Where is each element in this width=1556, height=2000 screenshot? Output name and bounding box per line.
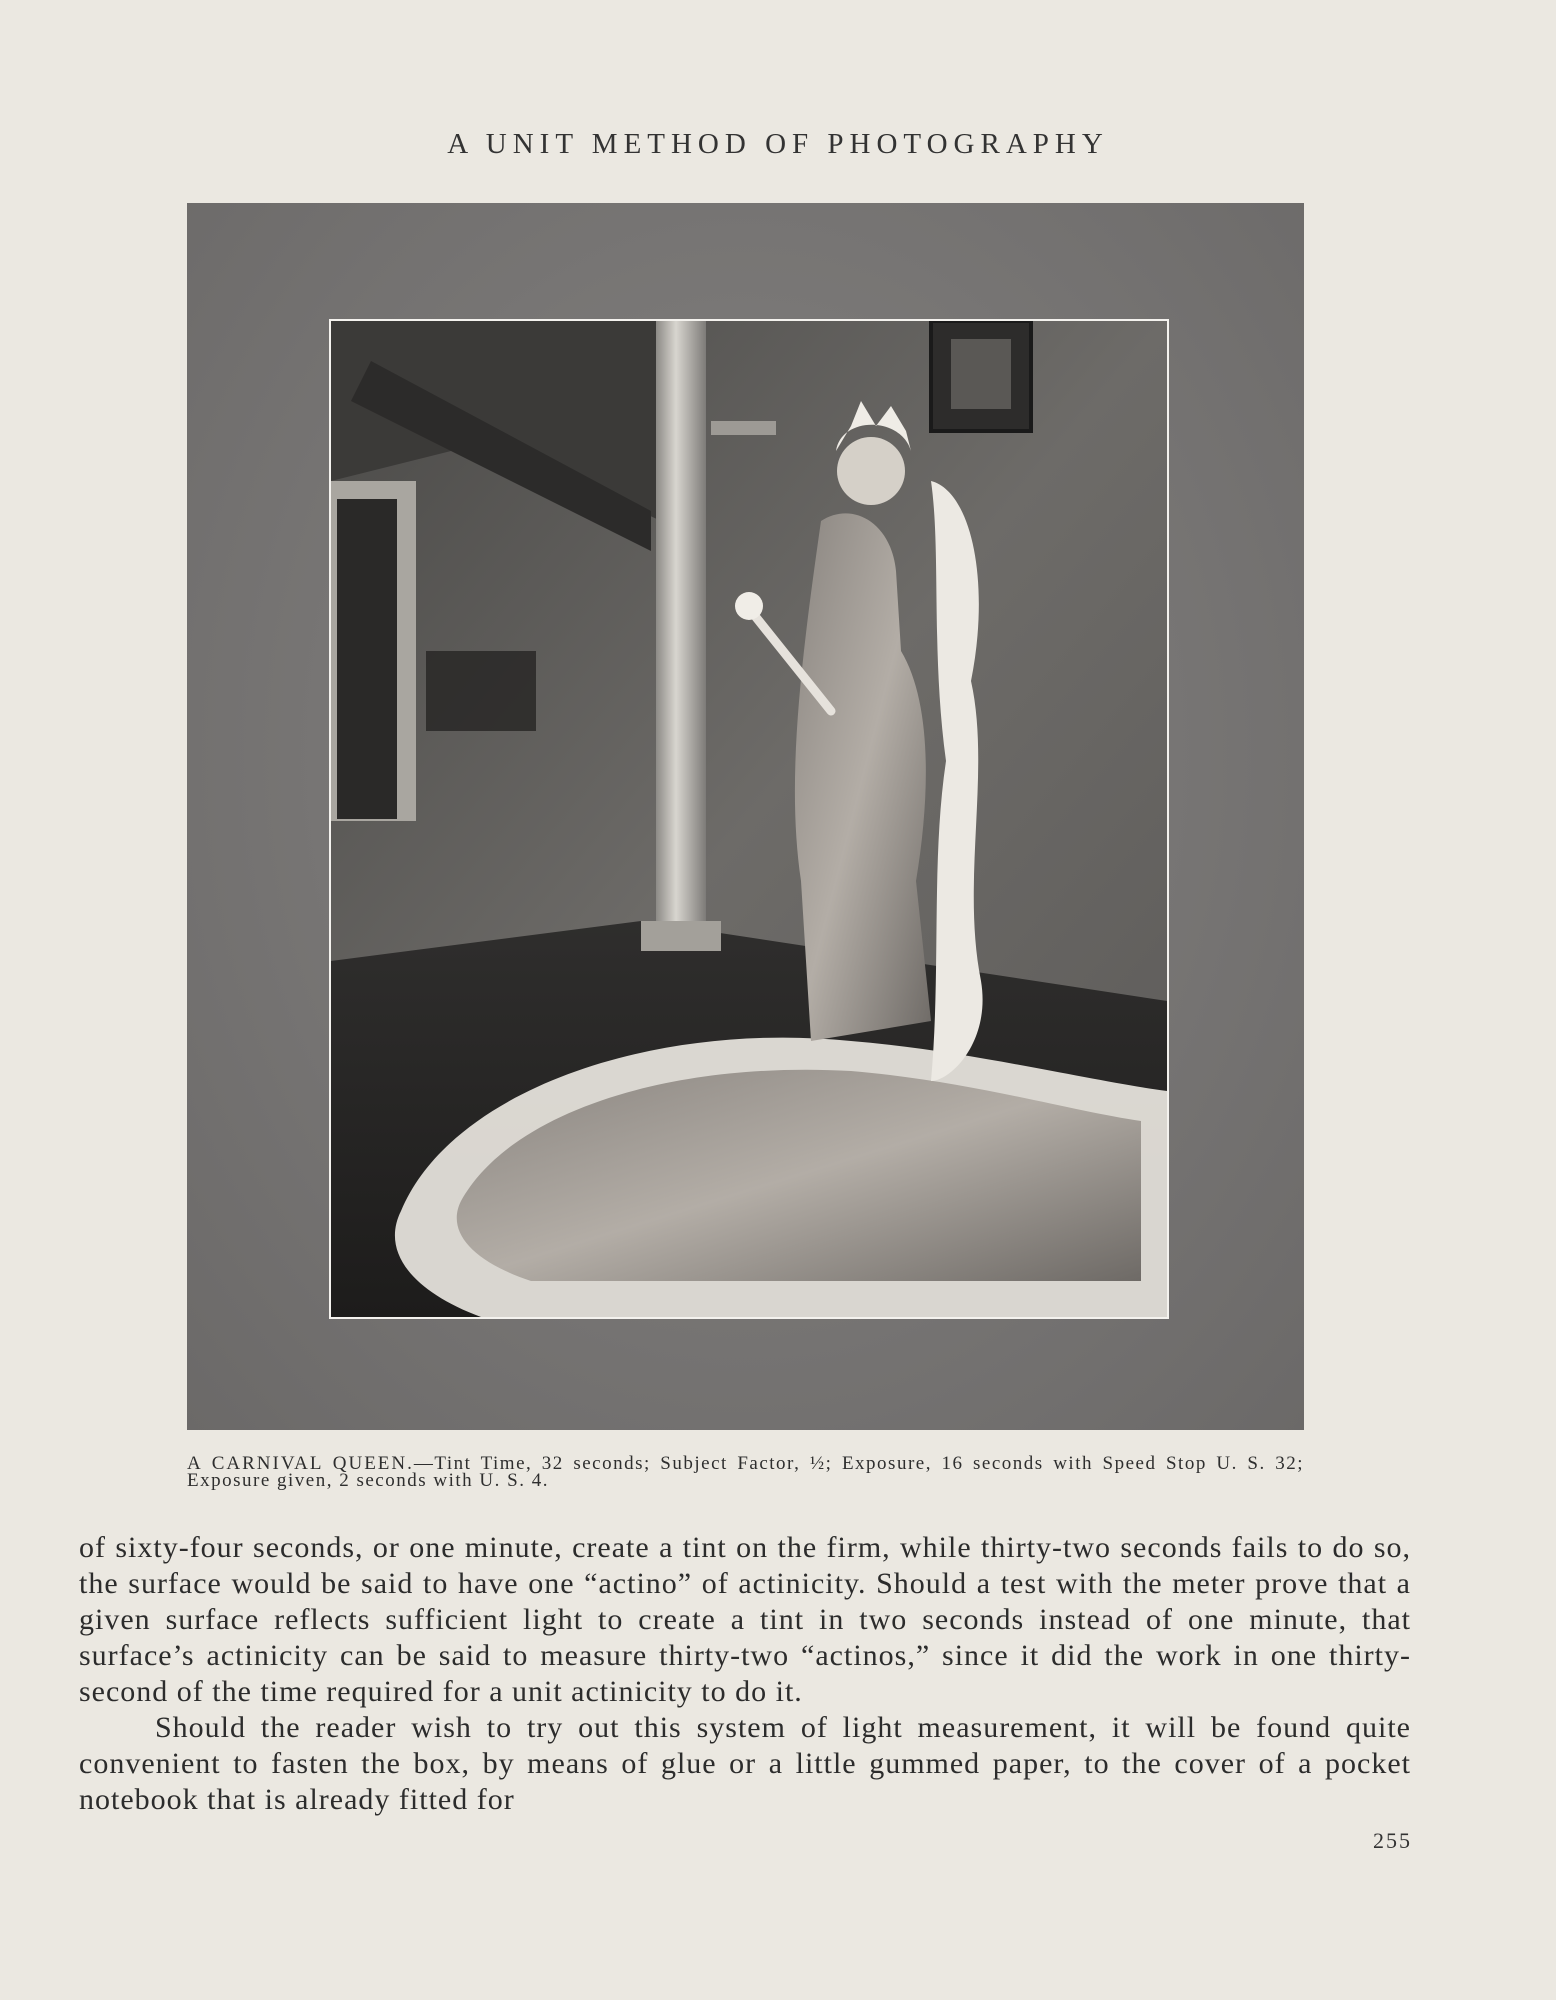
carnival-queen-photo bbox=[329, 319, 1169, 1319]
caption-title: A CARNIVAL QUEEN. bbox=[187, 1453, 414, 1474]
paragraph: of sixty-four seconds, or one minute, create a tint on the firm, while thirty-two seconds fails to do so, the surface would be said to have one “actino” of actinicity. Should a test with the meter prove that a given surface reflects sufficient light to create a tint in two seconds instead of one minute, that surface’s actinicity can be said to measure thirty-two “actinos,” since it did the work in one thirty-second of the time required for a unit actinicity to do it. bbox=[79, 1531, 1411, 1708]
body-text bbox=[79, 1530, 1411, 1818]
caption-text: —Tint Time, 32 seconds; Subject Factor, ½; Exposure, 16 seconds with Speed Stop U. S. 32; Exposure given, 2 seconds with U. S. 4. bbox=[187, 1453, 1305, 1491]
running-head: A UNIT METHOD OF PHOTOGRAPHY bbox=[447, 128, 1109, 160]
page-number: 255 bbox=[1373, 1828, 1412, 1853]
photo-illustration bbox=[331, 321, 1167, 1317]
paragraph: Should the reader wish to try out this system of light measurement, it will be found quite convenient to fasten the box, by means of glue or a little gummed paper, to the cover of a pocket notebook that is already fitted for bbox=[79, 1711, 1411, 1816]
photo-plate bbox=[187, 203, 1304, 1430]
figure-caption bbox=[187, 1455, 1304, 1489]
